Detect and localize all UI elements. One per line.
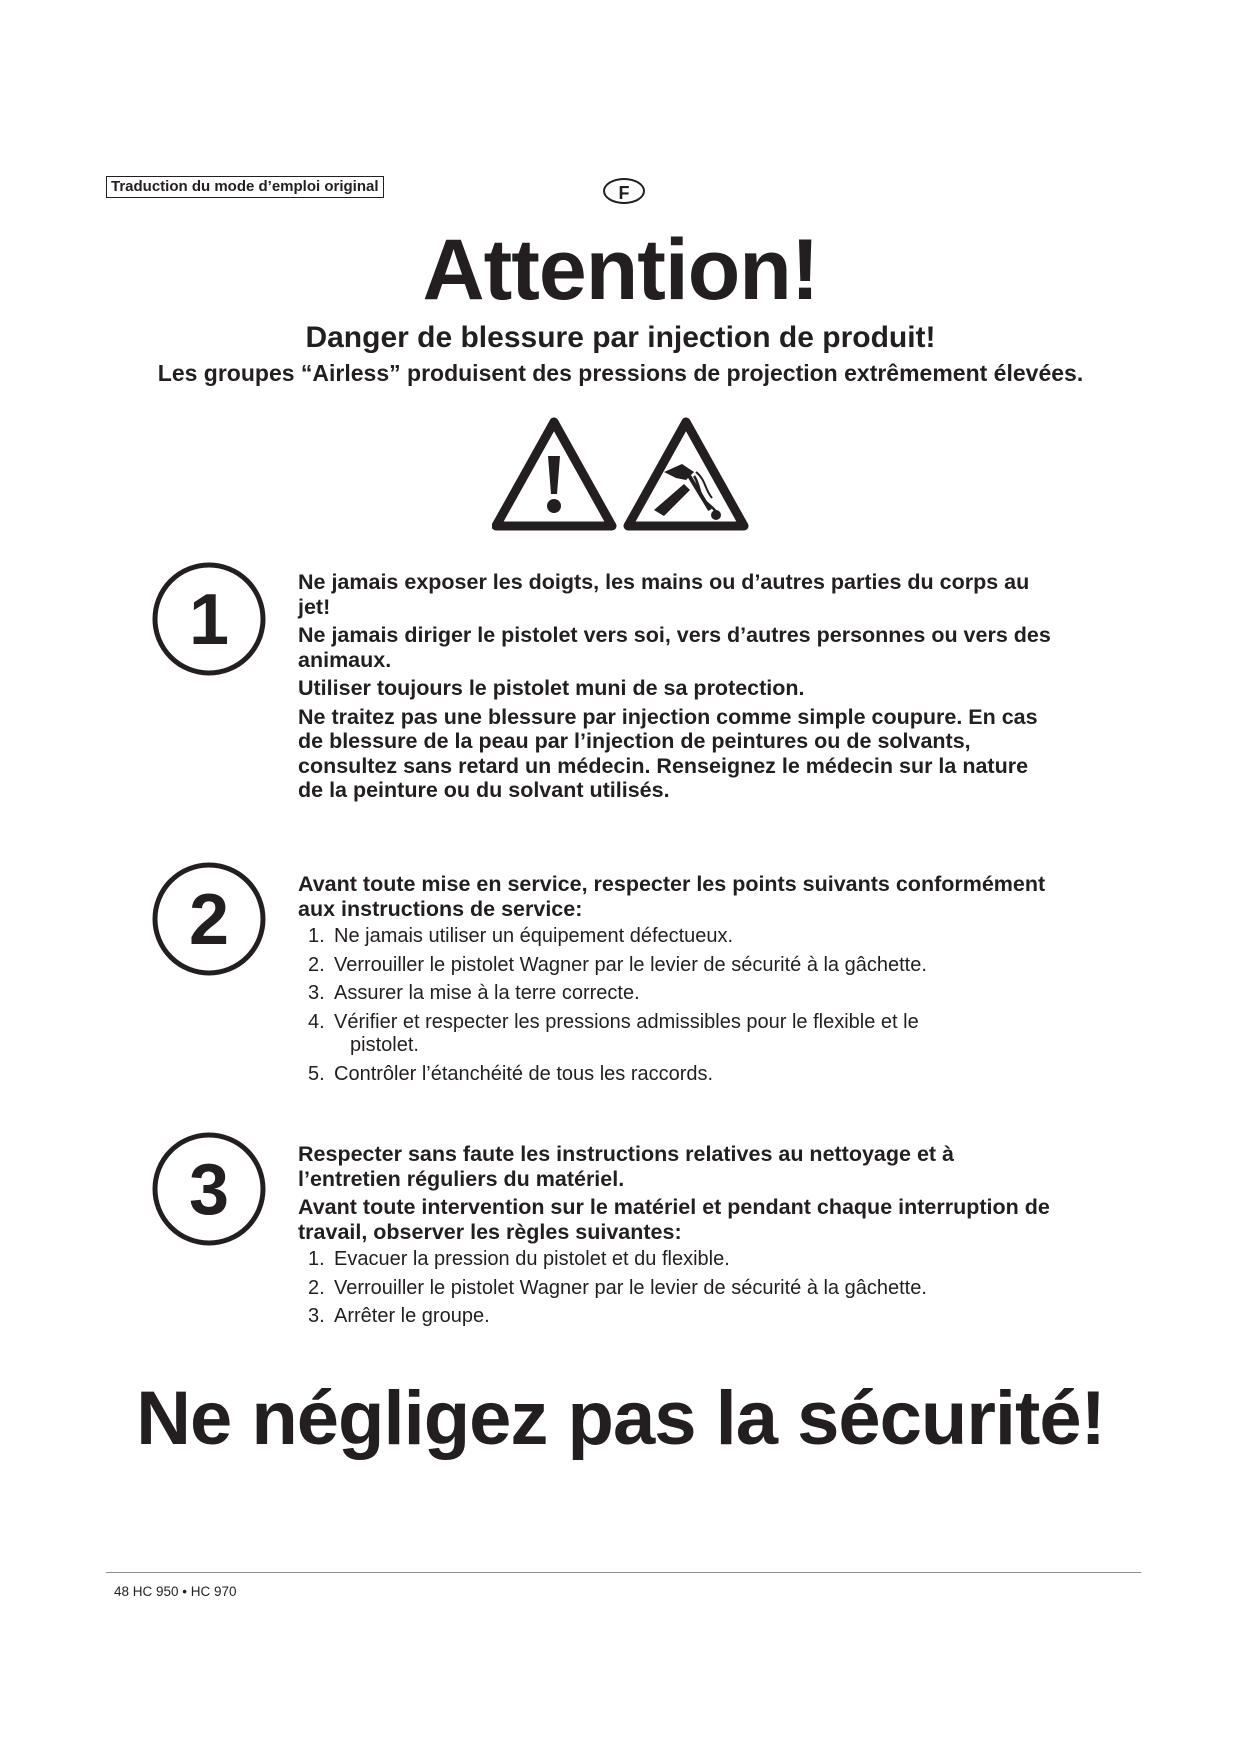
step-number-label: 1 [188, 580, 230, 660]
page-title: Attention! [422, 222, 819, 318]
footer-divider [106, 1572, 1141, 1573]
section-3-steps [298, 1248, 1058, 1329]
section-2 [298, 872, 1058, 1091]
warning-icons [492, 414, 752, 541]
section-1 [298, 570, 1058, 807]
section-3-paragraph: Respecter sans faute les instructions relatives au nettoyage et à l’entretien réguliers du matériel. [298, 1142, 955, 1191]
list-item: 1. Ne jamais utiliser un équipement défectueux. [308, 925, 734, 947]
list-item: 2. Verrouiller le pistolet Wagner par le levier de sécurité à la gâchette. [308, 1276, 927, 1299]
section-1-paragraph: Utiliser toujours le pistolet muni de sa protection. [298, 676, 805, 700]
page-subtitle: Danger de blessure par injection de produit! [305, 321, 936, 354]
section-3 [298, 1142, 1058, 1334]
list-item: 3. Assurer la mise à la terre correcte. [308, 982, 640, 1004]
page-footer: 48 HC 950 • HC 970 [114, 1584, 237, 1599]
step-number-label: 2 [188, 880, 230, 960]
section-2-paragraph: Avant toute mise en service, respecter les points suivants conformément aux instructions de service: [298, 872, 1046, 921]
injection-hazard-icon [628, 422, 744, 526]
section-1-paragraph: Ne traitez pas une blessure par injection comme simple coupure. En cas de blessure de la peau par l’injection de peintures ou de solvants, consultez sans retard un médecin. Renseignez le médecin sur la nature de la peinture ou du solvant utilisés. [298, 704, 1038, 802]
list-item: 5. Contrôler l’étanchéité de tous les raccords. [308, 1062, 714, 1085]
list-item: 1. Evacuer la pression du pistolet et du flexible. [308, 1248, 730, 1270]
list-item: 3. Arrêter le groupe. [308, 1305, 490, 1327]
safety-slogan: Ne négligez pas la sécurité! [136, 1376, 1105, 1461]
list-item: 2. Verrouiller le pistolet Wagner par le levier de sécurité à la gâchette. [308, 953, 927, 976]
page-subtitle-2: Les groupes “Airless” produisent des pressions de projection extrêmement élevées. [157, 360, 1084, 386]
section-1-paragraph: Ne jamais diriger le pistolet vers soi, vers d’autres personnes ou vers des animaux. [298, 623, 1051, 672]
step-number-1 [150, 560, 268, 678]
language-badge: F [603, 178, 645, 204]
general-warning-icon [496, 422, 612, 526]
section-1-paragraph: Ne jamais exposer les doigts, les mains ou d’autres parties du corps au jet! [298, 570, 1030, 619]
section-2-steps [298, 925, 1058, 1086]
section-3-paragraph: Avant toute intervention sur le matériel et pendant chaque interruption de travail, observer les règles suivantes: [298, 1195, 1050, 1244]
document-label: Traduction du mode d’emploi original [106, 176, 384, 198]
step-number-label: 3 [188, 1150, 230, 1230]
step-number-2 [150, 860, 268, 978]
list-item: 4. Vérifier et respecter les pressions admissibles pour le flexible et le pistolet. [308, 1010, 919, 1056]
step-number-3 [150, 1130, 268, 1248]
